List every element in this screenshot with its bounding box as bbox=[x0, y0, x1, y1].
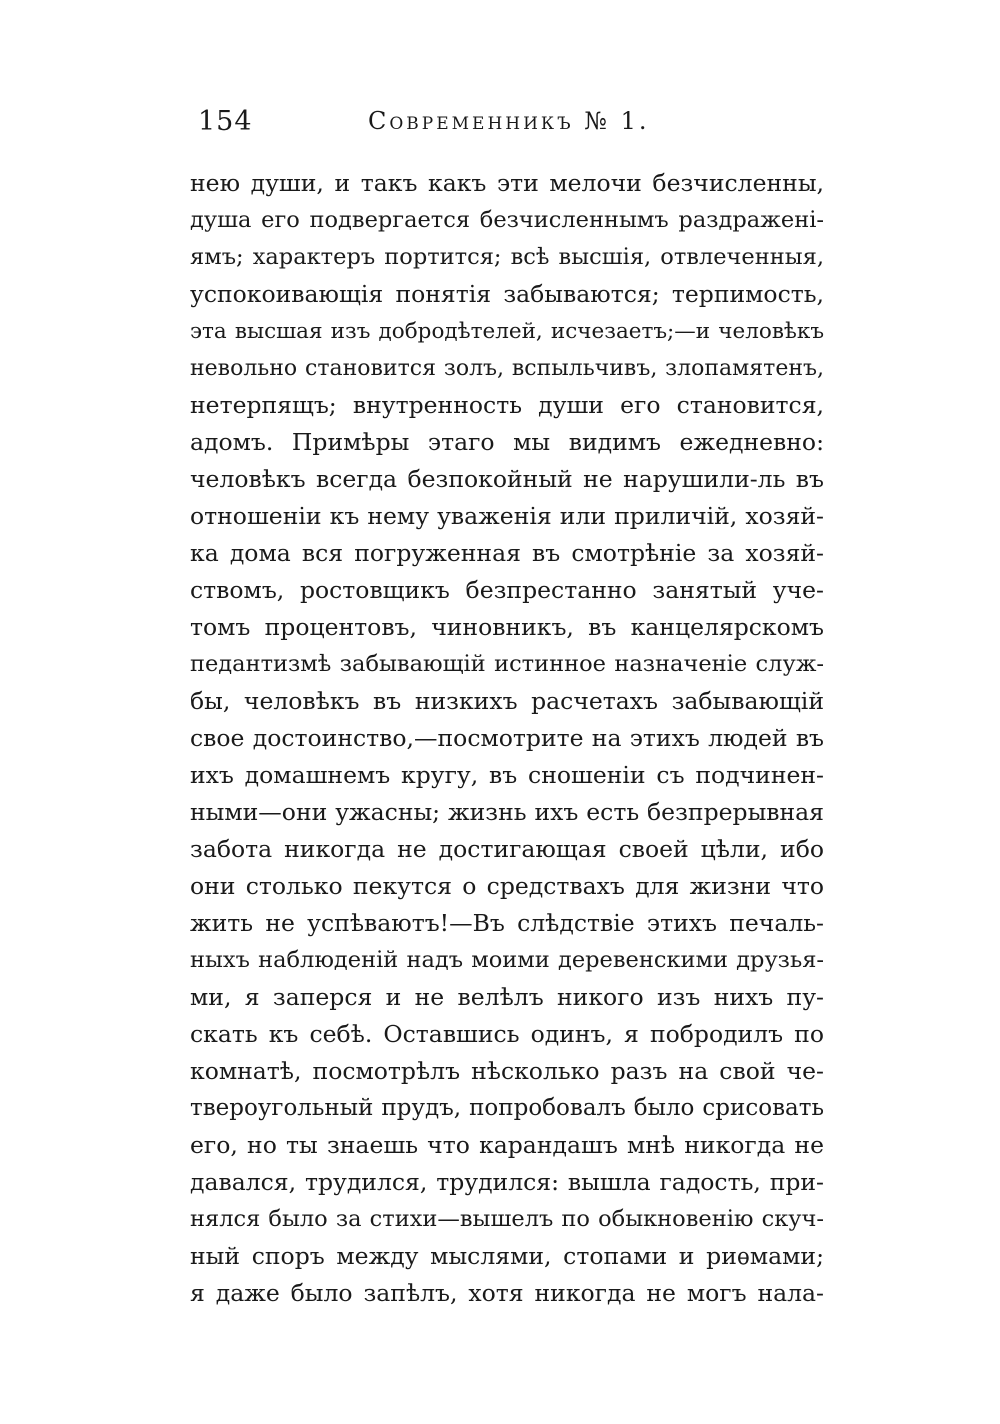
text-line bbox=[190, 1090, 824, 1127]
text-line-content: ка дома вся погруженная въ смотрѣніе за хозяй- bbox=[190, 539, 824, 567]
text-line bbox=[190, 720, 824, 757]
text-line bbox=[190, 1127, 824, 1164]
text-line-content: душа его подвергается безчисленнымъ раздражені- bbox=[190, 207, 824, 233]
text-line-content: свое достоинство,—посмотрите на этихъ людей въ bbox=[190, 724, 824, 752]
text-line-content: жить не успѣваютъ!—Въ слѣдствіе этихъ печаль- bbox=[190, 909, 824, 937]
text-line-content: ными—они ужасны; жизнь ихъ есть безпрерывная bbox=[190, 798, 824, 826]
text-line bbox=[190, 1238, 824, 1275]
text-line-content: нею души, и такъ какъ эти мелочи безчисленны, bbox=[190, 169, 824, 197]
text-line-content: нялся было за стихи—вышелъ по обыкновенію скуч- bbox=[190, 1206, 824, 1232]
text-line bbox=[190, 757, 824, 794]
text-line-content: невольно становится золъ, вспыльчивъ, злопамятенъ, bbox=[190, 356, 824, 381]
text-line bbox=[190, 239, 824, 276]
text-line bbox=[190, 313, 824, 350]
text-line-content: адомъ. Примѣры этаго мы видимъ ежедневно: bbox=[190, 428, 824, 456]
text-line bbox=[190, 1053, 824, 1090]
text-line-content: твероугольный прудъ, попробовалъ было срисовать bbox=[190, 1095, 824, 1121]
text-line bbox=[190, 683, 824, 720]
page-number: 154 bbox=[198, 106, 253, 137]
text-line-content: успокоивающія понятія забываются; терпимость, bbox=[190, 280, 824, 308]
text-line bbox=[190, 979, 824, 1016]
text-line-content: отношеніи къ нему уваженія или приличій, хозяй- bbox=[190, 502, 824, 530]
text-line-content: педантизмѣ забывающій истинное назначеніе служ- bbox=[190, 651, 824, 677]
text-line bbox=[190, 387, 824, 424]
text-line-content: ихъ домашнемъ кругу, въ сношеніи съ подчинен- bbox=[190, 761, 824, 789]
text-line-content: бы, человѣкъ въ низкихъ расчетахъ забывающій bbox=[190, 687, 824, 715]
text-line bbox=[190, 831, 824, 868]
text-line-content: забота никогда не достигающая своей цѣли, ибо bbox=[190, 835, 824, 863]
text-line-content: ный споръ между мыслями, стопами и риѳмами; bbox=[190, 1242, 824, 1270]
text-line-content: давался, трудился, трудился: вышла гадость, при- bbox=[190, 1168, 824, 1196]
text-line bbox=[190, 1275, 824, 1312]
text-line-content: человѣкъ всегда безпокойный не нарушили-ль въ bbox=[190, 465, 824, 493]
text-line bbox=[190, 276, 824, 313]
text-line bbox=[190, 461, 824, 498]
text-line-content: комнатѣ, посмотрѣлъ нѣсколько разъ на свой че- bbox=[190, 1057, 824, 1085]
text-line bbox=[190, 1201, 824, 1238]
text-line-content: скать къ себѣ. Оставшись одинъ, я побродилъ по bbox=[190, 1020, 824, 1048]
text-line bbox=[190, 165, 824, 202]
text-line-content: томъ процентовъ, чиновникъ, въ канцелярскомъ bbox=[190, 613, 824, 641]
text-line bbox=[190, 794, 824, 831]
text-line-content: его, но ты знаешь что карандашъ мнѣ никогда не bbox=[190, 1131, 824, 1159]
text-line bbox=[190, 350, 824, 387]
text-line bbox=[190, 1016, 824, 1053]
text-line bbox=[190, 942, 824, 979]
text-line bbox=[190, 1164, 824, 1201]
text-line bbox=[190, 498, 824, 535]
text-line bbox=[190, 646, 824, 683]
text-line bbox=[190, 572, 824, 609]
text-line bbox=[190, 535, 824, 572]
running-title: Современникъ № 1. bbox=[368, 107, 650, 135]
text-line bbox=[190, 202, 824, 239]
text-line bbox=[190, 609, 824, 646]
body-text bbox=[190, 165, 824, 1312]
text-line-content: эта высшая изъ добродѣтелей, исчезаетъ;—и человѣкъ bbox=[190, 319, 824, 344]
text-line-content: ствомъ, ростовщикъ безпрестанно занятый уче- bbox=[190, 576, 824, 604]
text-line-content: ныхъ наблюденій надъ моими деревенскими друзья- bbox=[190, 947, 824, 973]
text-line bbox=[190, 424, 824, 461]
text-line bbox=[190, 868, 824, 905]
text-line-content: они столько пекутся о средствахъ для жизни что bbox=[190, 872, 824, 900]
text-line-content: ямъ; характеръ портится; всѣ высшія, отвлеченныя, bbox=[190, 244, 824, 270]
text-line bbox=[190, 905, 824, 942]
page-header bbox=[198, 106, 668, 146]
text-line-content: я даже было запѣлъ, хотя никогда не могъ нала- bbox=[190, 1279, 824, 1307]
text-line-content: нетерпящъ; внутренность души его становится, bbox=[190, 391, 824, 419]
text-line-content: ми, я заперся и не велѣлъ никого изъ нихъ пу- bbox=[190, 983, 824, 1011]
